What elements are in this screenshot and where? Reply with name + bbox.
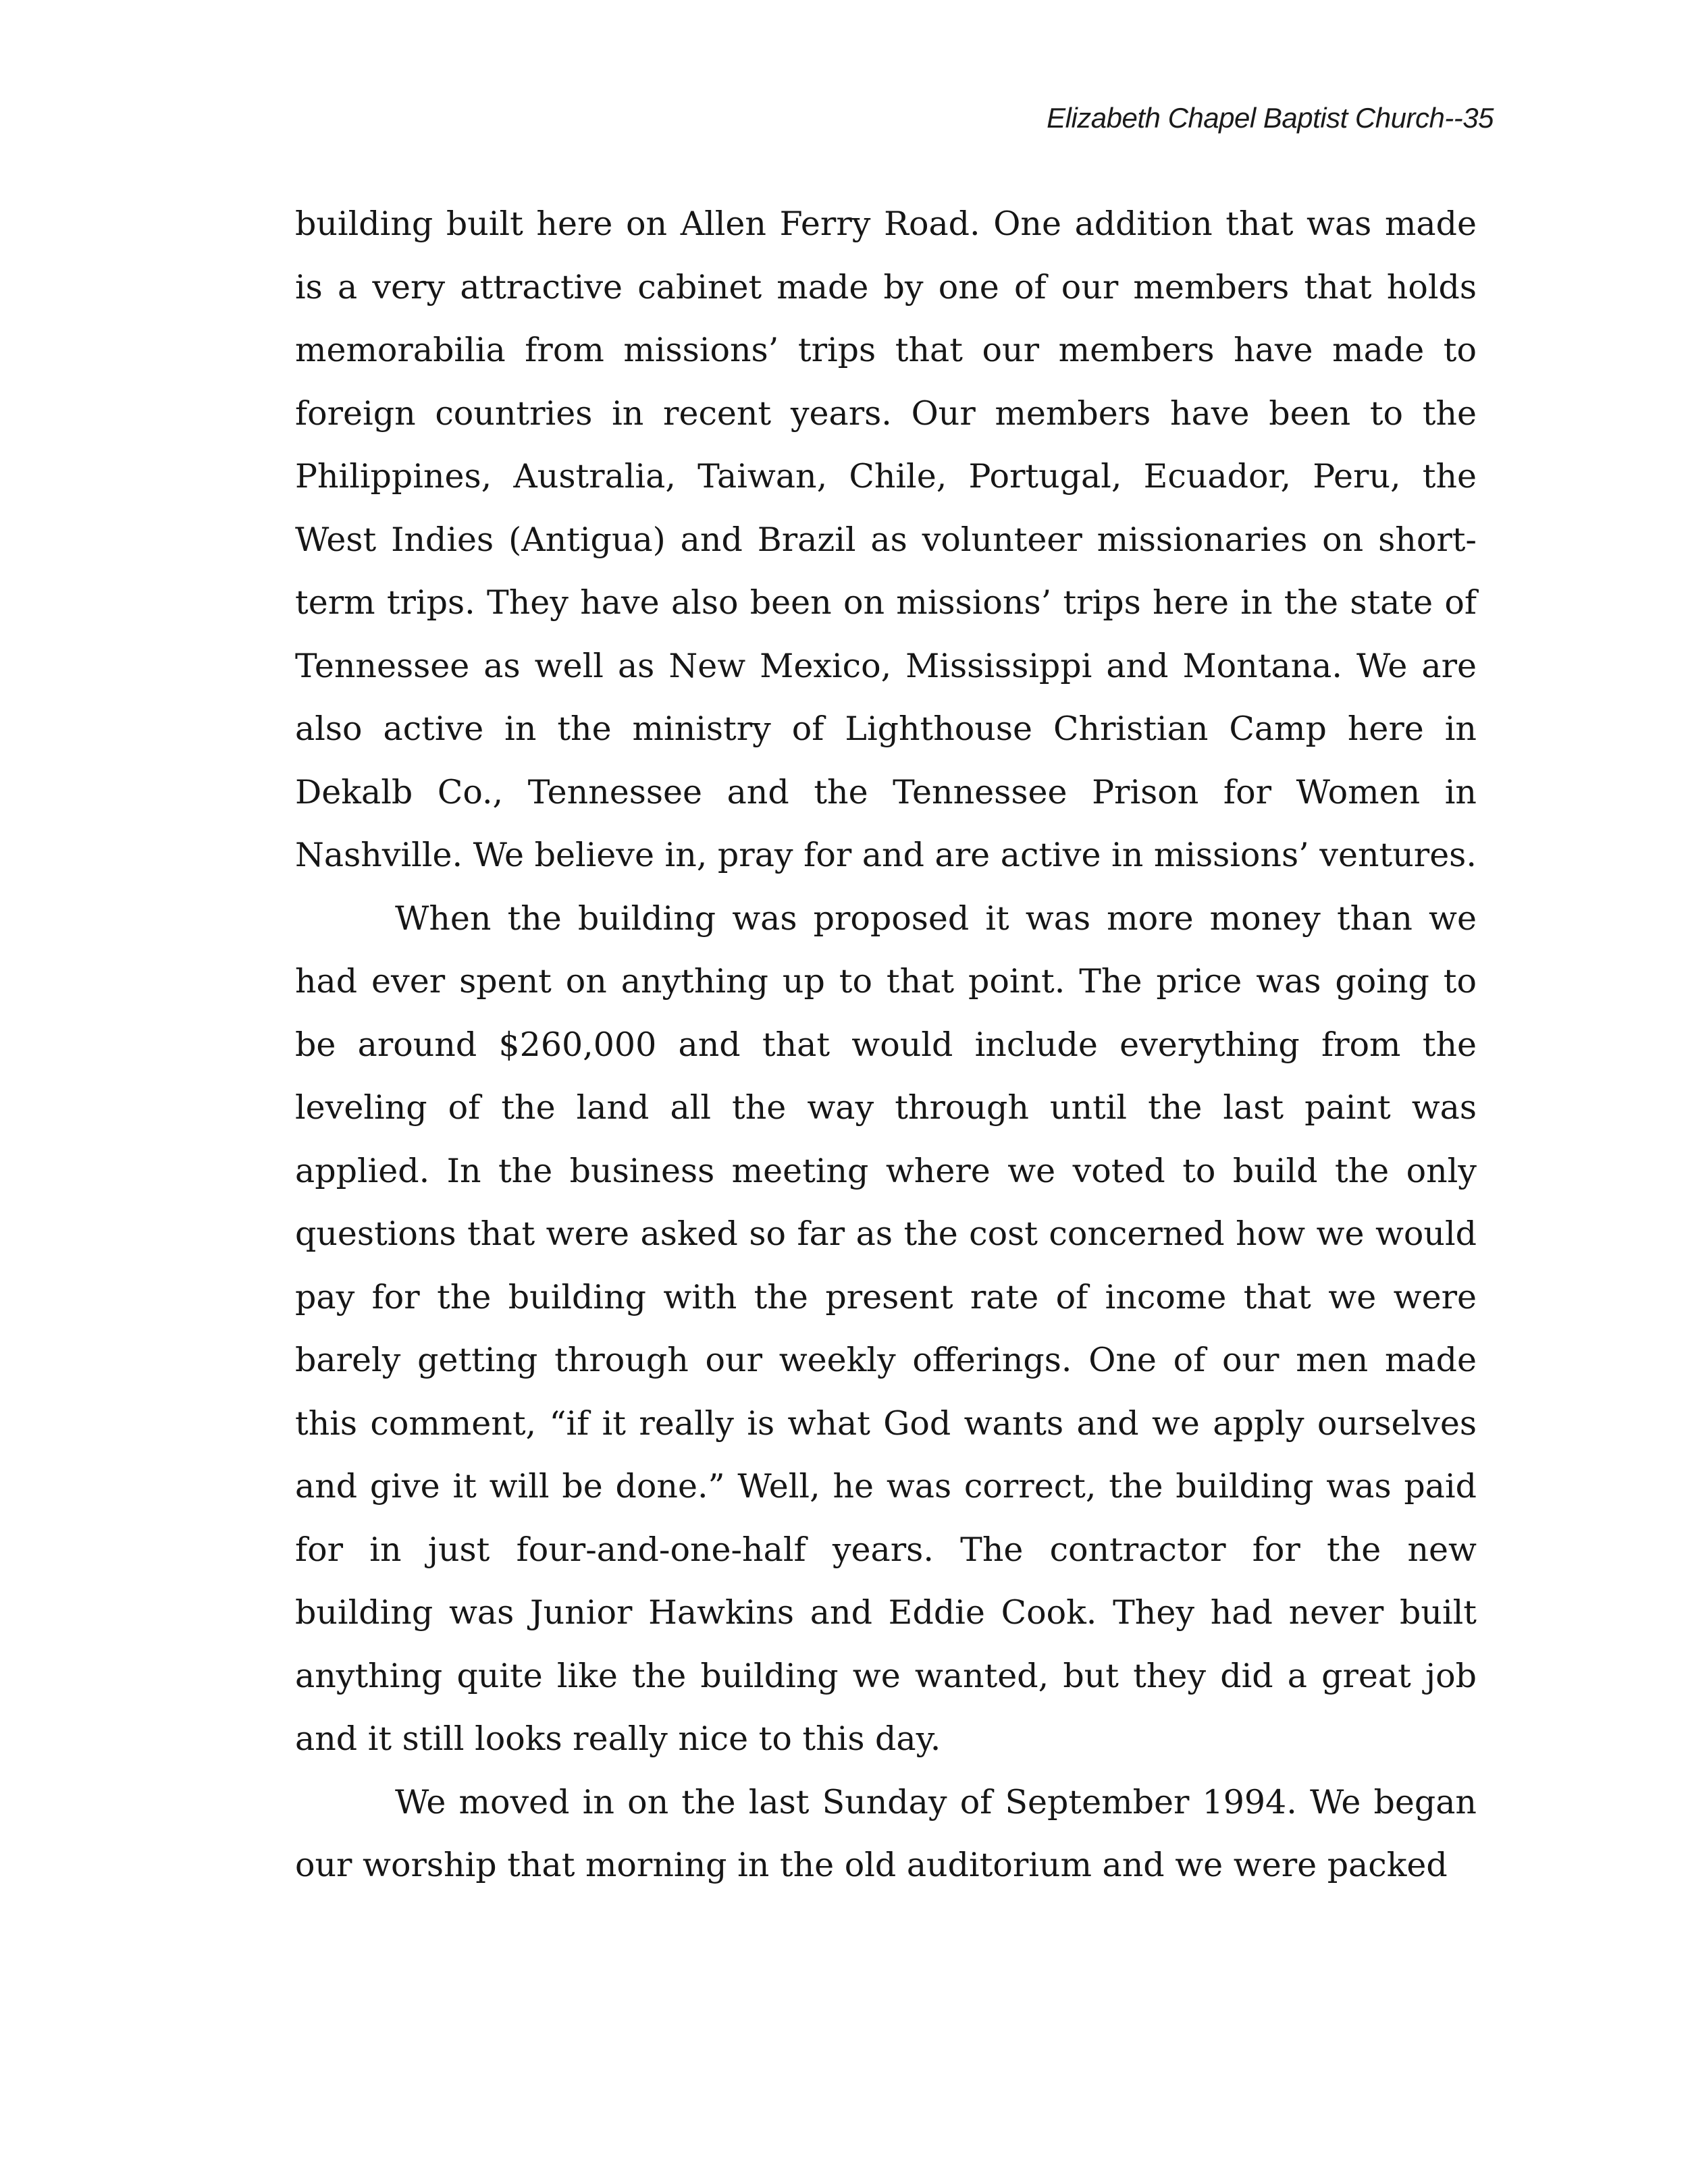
paragraph-building-cost: When the building was proposed it was more money than we had ever spent on anything up to that point. The price was going to be around $260,000 and that would include everything from the leveling of the land all the way through until the last paint was applied. In the business meeting where we voted to build the only questions that were asked so far as the cost concerned how we would pay for the building with the present rate of income that we were barely getting through our weekly offerings. One of our men made this comment, “if it really is what God wants and we apply ourselves and give it will be done.” Well, he was correct, the building was paid for in just four-and-one-half years. The contractor for the new building was Junior Hawkins and Eddie Cook. They had never built anything quite like the building we wanted, but they did a great job and it still looks really nice to this day. [295, 899, 1477, 1758]
body-text [295, 192, 1477, 1897]
paragraph-continuation: building built here on Allen Ferry Road. One addition that was made is a very attractive cabinet made by one of our members that holds memorabilia from missions’ trips that our members have made to foreign countries in recent years. Our members have been to the Philippines, Australia, Taiwan, Chile, Portugal, Ecuador, Peru, the West Indies (Antigua) and Brazil as volunteer missionaries on short-term trips. They have also been on missions’ trips here in the state of Tennessee as well as New Mexico, Mississippi and Montana. We are also active in the ministry of Lighthouse Christian Camp here in Dekalb Co., Tennessee and the Tennessee Prison for Women in Nashville. We believe in, pray for and are active in missions’ ventures. [295, 205, 1477, 874]
running-header: Elizabeth Chapel Baptist Church--35 [1047, 102, 1494, 134]
paragraph-move-in: We moved in on the last Sunday of September 1994. We began our worship that morning in the old auditorium and we were packed [295, 1782, 1477, 1884]
